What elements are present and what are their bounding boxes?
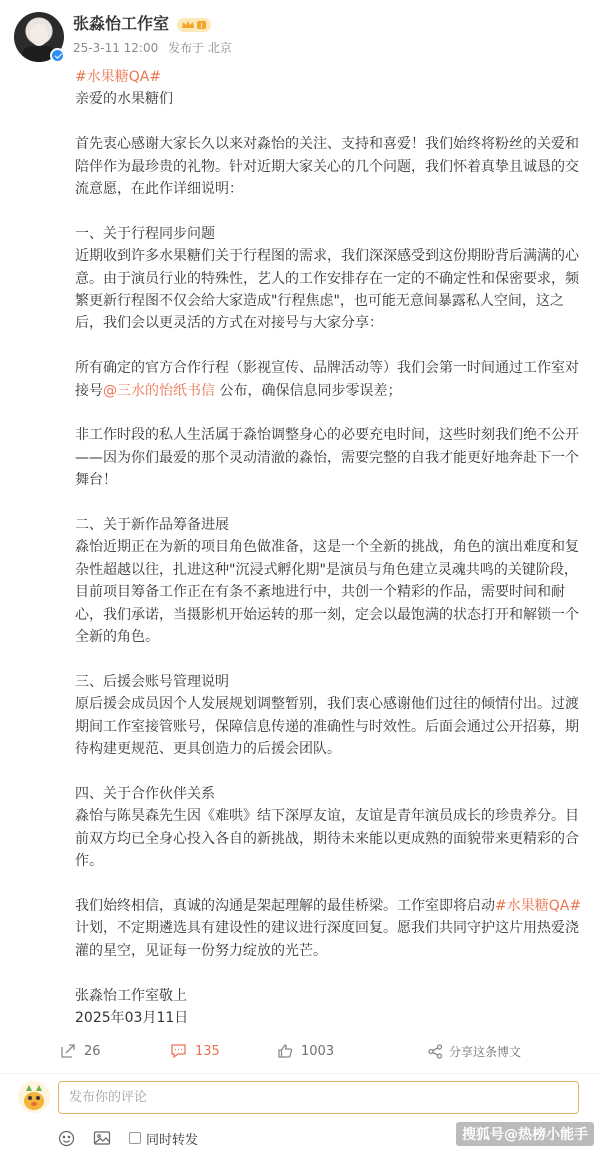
section-2-paragraph: 淼怡近期正在为新的项目角色做准备，这是一个全新的挑战，角色的演出难度和复杂性超越以往，扎进这种"沉浸式孵化期"是演员与角色建立灵魂共鸣的关键阶段，目前项目筹备工作正在有条不紊地进行中，共创一个精彩的作品，需要时间和耐心，我们承诺，当摄影机开始运转的那一刻，定会以最饱满的状态打开和解锁一个全新的角色。 (75, 539, 579, 646)
section-2-title: 二、关于新作品筹备进展 (75, 517, 229, 534)
closing-paragraph: 我们始终相信，真诚的沟通是架起理解的最佳桥梁。工作室即将启动#水果糖QA#计划，不定期遴选具有建设性的建议进行深度回复。愿我们共同守护这片用热爱浇灌的星空，见证每一份努力绽放的光芒。 (75, 897, 582, 959)
share-button[interactable] (428, 1040, 521, 1062)
share-label: 分享这条博文 (449, 1044, 522, 1059)
hashtag-link[interactable]: #水果糖QA# (75, 69, 162, 85)
intro-paragraph: 首先衷心感谢大家长久以来对淼怡的关注、支持和喜爱！我们始终将粉丝的关爱和陪伴作为最珍贵的礼物。针对近期大家关心的几个问题，我们怀着真挚且诚恳的交流意愿，在此作详细说明： (75, 136, 579, 198)
watermark: 搜狐号@热榜小能手 (456, 1122, 594, 1146)
repost-together-toggle[interactable] (129, 1129, 198, 1148)
comment-count: 135 (195, 1043, 220, 1059)
post-date: 25-3-11 12:00 (73, 41, 159, 55)
image-button[interactable] (93, 1130, 111, 1146)
repost-checkbox[interactable] (129, 1132, 141, 1144)
repost-together-label: 同时转发 (146, 1132, 199, 1148)
emoji-button[interactable] (58, 1130, 75, 1147)
section-1-paragraph: 近期收到许多水果糖们关于行程图的需求，我们深深感受到这份期盼背后满满的心意。由于演员行业的特殊性，艺人的工作安排存在一定的不确定性和保密要求，频繁更新行程图不仅会给大家造成"行程焦虑"，也可能无意间暴露私人空间，这之后，我们会以更灵活的方式在对接号与大家分享： (75, 248, 579, 332)
emoji-icon (58, 1130, 75, 1147)
image-icon (93, 1130, 111, 1146)
mention-link[interactable]: @三水的怡纸书信 (103, 382, 215, 399)
closing-hashtag-link[interactable]: #水果糖QA# (495, 897, 582, 914)
comment-icon (170, 1043, 187, 1059)
svg-text:I: I (200, 22, 203, 30)
divider (0, 1073, 600, 1074)
section-3-paragraph: 原后援会成员因个人发展规划调整暂别，我们衷心感谢他们过往的倾情付出。过渡期间工作室接管账号，保障信息传递的准确性与时效性。后面会通过公开招募，期待构建更规范、更具创造力的后援会团队。 (75, 696, 579, 758)
signature: 张淼怡工作室敬上 (75, 987, 187, 1004)
section-3-title: 三、后援会账号管理说明 (75, 673, 229, 690)
repost-button[interactable] (60, 1040, 101, 1062)
post-body (75, 66, 587, 1029)
section-1-paragraph-2: 所有确定的官方合作行程（影视宣传、品牌活动等）我们会第一时间通过工作室对接号@三水的怡纸书信 公布，确保信息同步零误差； (75, 360, 579, 399)
repost-icon (60, 1043, 76, 1059)
section-1-paragraph-3: 非工作时段的私人生活属于淼怡调整身心的必要充电时间，这些时刻我们绝不公开——因为你们最爱的那个灵动清澈的淼怡，需要完整的自我才能更好地奔赴下一个舞台！ (75, 427, 579, 489)
username[interactable]: 张淼怡工作室 (73, 14, 170, 33)
action-bar (60, 1040, 590, 1062)
avatar-face (30, 24, 48, 46)
comment-input[interactable]: 发布你的评论 (58, 1081, 579, 1114)
repost-count: 26 (84, 1043, 101, 1059)
greeting: 亲爱的水果糖们 (75, 91, 173, 108)
comment-button[interactable] (170, 1040, 220, 1062)
section-1-title: 一、关于行程同步问题 (75, 225, 215, 242)
like-icon (277, 1043, 293, 1059)
like-button[interactable] (277, 1040, 334, 1062)
like-count: 1003 (301, 1043, 335, 1059)
post-meta (73, 40, 238, 56)
user-avatar-icon (18, 1081, 50, 1113)
reply-tools (58, 1128, 216, 1148)
share-icon (428, 1044, 443, 1059)
section-4-title: 四、关于合作伙伴关系 (75, 785, 215, 802)
verified-icon (50, 48, 65, 63)
section-4-paragraph: 淼怡与陈昊森先生因《难哄》结下深厚友谊，友谊是青年演员成长的珍贵养分。目前双方均已全身心投入各自的新挑战，期待未来能以更成熟的面貌带来更精彩的合作。 (75, 808, 579, 870)
signature-date: 2025年03月11日 (75, 1009, 189, 1026)
post-header (14, 12, 586, 62)
vip-crown-icon (177, 17, 211, 33)
post-location: 发布于 北京 (168, 41, 232, 55)
